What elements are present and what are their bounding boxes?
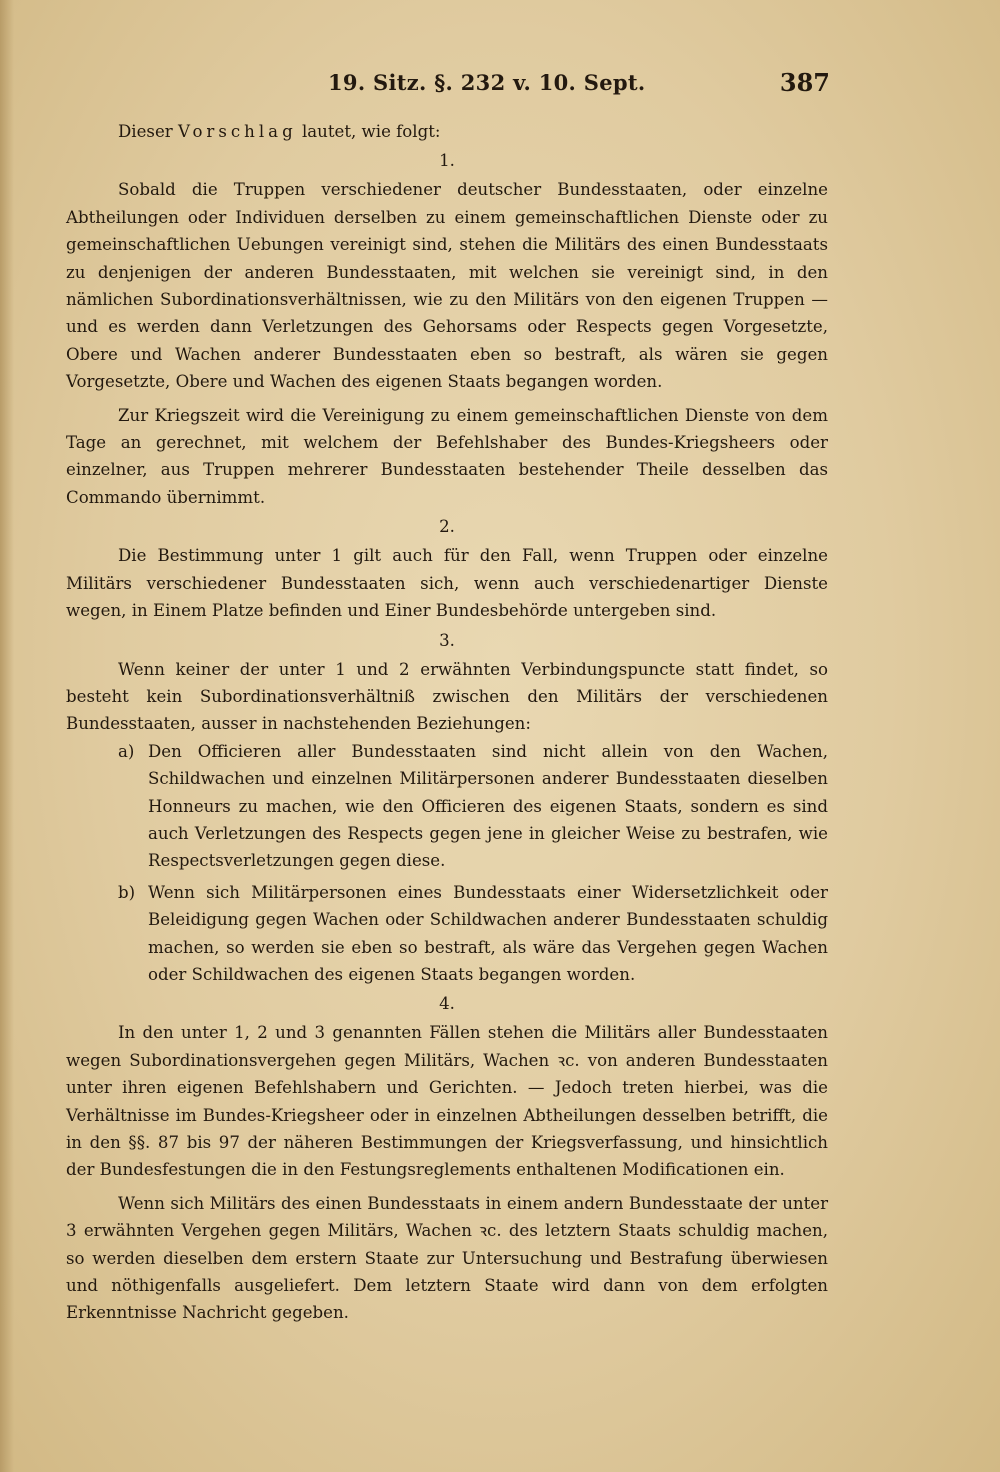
intro-spaced-word: Vorschlag (177, 122, 297, 141)
section-4-paragraph-2: Wenn sich Militärs des einen Bundesstaats in einem andern Bundesstaate der unter 3 erwähnten Vergehen gegen Militärs, Wachen ꝛc. des letztern Staats schuldig machen, so werden dieselben dem erstern Staate zur Untersuchung und Bestrafung überwiesen und nöthigenfalls ausgeliefert. Dem letztern Staate wird dann von dem erfolgten Erkenntnisse Nachricht gegeben. (66, 1193, 828, 1323)
list-item-a-marker: a) (118, 741, 135, 761)
list-item-a (118, 738, 828, 875)
intro-line (66, 118, 828, 145)
intro-end: lautet, wie folgt: (296, 122, 441, 141)
section-4-paragraph-1: In den unter 1, 2 und 3 genannten Fällen stehen die Militärs aller Bundesstaaten wegen Subordinationsvergehen gegen Militärs, Wachen ꝛc. von anderen Bundesstaaten unter ihren eigenen Befehlshabern und Gerichten. — Jedoch treten hierbei, was die Verhältnisse im Bundes-Kriegsheer oder in einzelnen Abtheilungen desselben betrifft, die in den §§. 87 bis 97 der näheren Bestimmungen der Kriegsverfassung, und hinsichtlich der Bundesfestungen die in den Festungsreglements enthaltenen Modificationen ein. (66, 1023, 828, 1180)
list-item-b-marker: b) (118, 882, 136, 902)
section-number-1: 1. (439, 151, 455, 171)
page-number: 387 (779, 68, 830, 97)
list-item-b-text: Wenn sich Militärpersonen eines Bundesstaats einer Widersetzlichkeit oder Beleidigung gegen Wachen oder Schildwachen anderer Bundesstaaten schuldig machen, so werden sie eben so bestraft, als wäre das Vergehen gegen Wachen oder Schildwachen des eigenen Staats begangen worden. (148, 882, 828, 984)
running-head: 19. Sitz. §. 232 v. 10. Sept. (328, 70, 646, 95)
intro-start: Dieser (118, 122, 178, 141)
section-number-4: 4. (439, 994, 455, 1014)
section-1-paragraph-2: Zur Kriegszeit wird die Vereinigung zu einem gemeinschaftlichen Dienste von dem Tage an gerechnet, mit welchem der Befehlshaber des Bundes-Kriegsheers oder einzelner, aus Truppen mehrerer Bundesstaaten bestehender Theile desselben das Commando übernimmt. (66, 405, 828, 507)
section-1-paragraph-1: Sobald die Truppen verschiedener deutscher Bundesstaaten, oder einzelne Abtheilungen oder Individuen derselben zu einem gemeinschaftlichen Dienste oder zu gemeinschaftlichen Uebungen vereinigt sind, stehen die Militärs des einen Bundesstaats zu denjenigen der anderen Bundesstaaten, mit welchen sie vereinigt sind, in den nämlichen Subordinationsverhältnissen, wie zu den Militärs von den eigenen Truppen — und es werden dann Verletzungen des Gehorsams oder Respects gegen Vorgesetzte, Obere und Wachen anderer Bundesstaaten eben so bestraft, als wären sie gegen Vorgesetzte, Obere und Wachen des eigenen Staats begangen worden. (66, 180, 828, 392)
list-item-b (118, 879, 828, 989)
page-body (66, 118, 828, 1327)
section-number-3: 3. (439, 630, 455, 650)
list-item-a-text: Den Officieren aller Bundesstaaten sind nicht allein von den Wachen, Schildwachen und einzelnen Militärpersonen anderer Bundesstaaten dieselben Honneurs zu machen, wie den Officieren des eigenen Staats, sondern es sind auch Verletzungen des Respects gegen jene in gleicher Weise zu bestrafen, wie Respectsverletzungen gegen diese. (148, 741, 828, 871)
page-header (70, 70, 830, 104)
section-number-2: 2. (439, 517, 455, 537)
section-3-paragraph-1: Wenn keiner der unter 1 und 2 erwähnten Verbindungspuncte statt findet, so besteht kein Subordinationsverhältniß zwischen den Militärs der verschiedenen Bundesstaaten, ausser in nachstehenden Beziehungen: (66, 659, 828, 734)
section-2-paragraph-1: Die Bestimmung unter 1 gilt auch für den Fall, wenn Truppen oder einzelne Militärs verschiedener Bundesstaaten sich, wenn auch verschiedenartiger Dienste wegen, in Einem Platze befinden und Einer Bundesbehörde untergeben sind. (66, 546, 828, 621)
